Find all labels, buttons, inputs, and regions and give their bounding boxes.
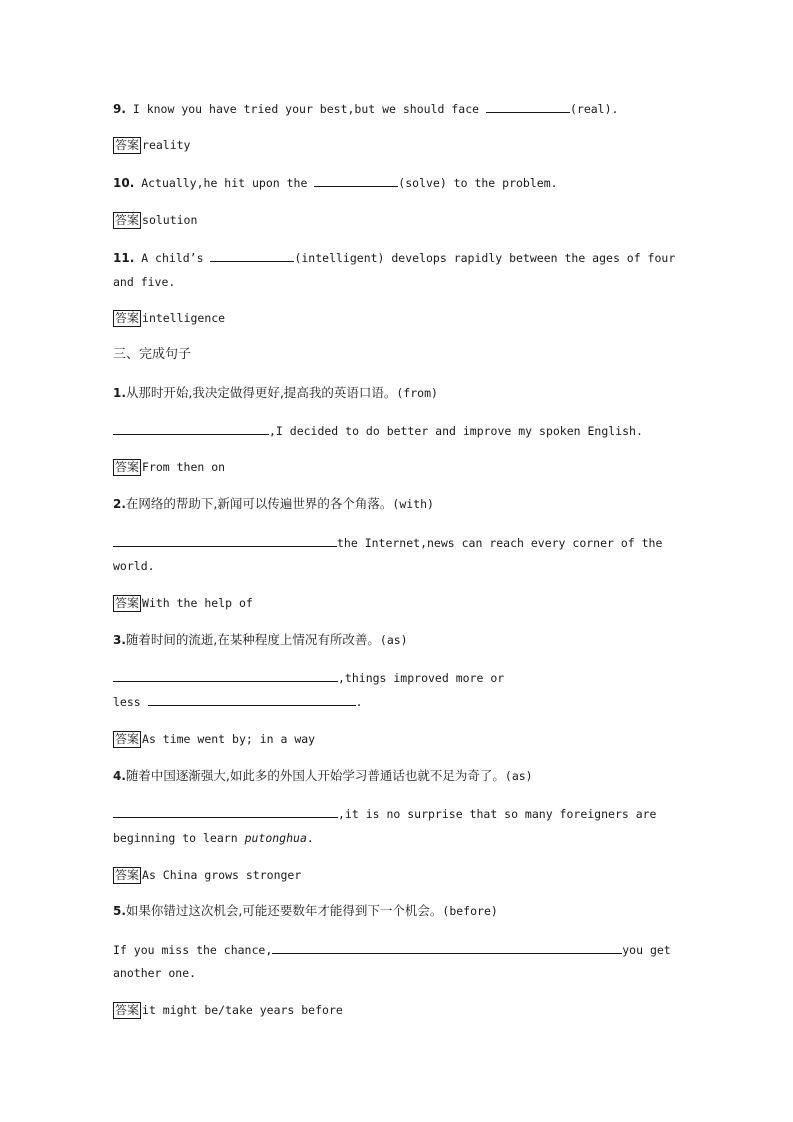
question-prompt: 随着中国逐渐强大,如此多的外国人开始学习普通话也就不足为奇了。 <box>125 768 505 783</box>
sentence-text: less <box>113 695 148 709</box>
answer-blank[interactable] <box>314 176 398 187</box>
answer-text: From then on <box>142 460 226 474</box>
question-11-line2: and five. <box>113 275 176 289</box>
question-hint: (as) <box>504 769 533 783</box>
sentence-text: ,things improved more or <box>338 671 505 685</box>
sentence-4-line2 <box>113 830 314 846</box>
sentence-text: If you miss the chance, <box>113 943 273 957</box>
answer-s5 <box>113 1002 343 1019</box>
sentence-5 <box>113 903 498 919</box>
answer-s3 <box>113 731 315 748</box>
question-9 <box>113 101 618 117</box>
answer-s1 <box>113 459 225 476</box>
sentence-4 <box>113 768 533 784</box>
sentence-1-line <box>113 423 643 439</box>
sentence-text: the Internet,news can reach every corner of the <box>337 536 663 550</box>
question-prompt: 在网络的帮助下,新闻可以传遍世界的各个角落。 <box>125 496 393 511</box>
answer-blank[interactable] <box>148 695 356 706</box>
sentence-2-line2: world. <box>113 559 155 573</box>
sentence-text: ,I decided to do better and improve my spoken English. <box>269 424 643 438</box>
sentence-3-line2 <box>113 694 363 710</box>
question-text: A child’s <box>141 251 211 265</box>
question-11 <box>113 250 675 266</box>
question-prompt: 从那时开始,我决定做得更好,提高我的英语口语。 <box>125 385 397 400</box>
answer-text: With the help of <box>142 596 253 610</box>
sentence-4-line <box>113 806 657 822</box>
answer-blank[interactable] <box>113 671 338 682</box>
sentence-text: ,it is no surprise that so many foreigners are <box>338 807 657 821</box>
answer-tag: 答案 <box>115 596 140 610</box>
answer-tag: 答案 <box>115 460 140 474</box>
question-hint: (as) <box>379 633 408 647</box>
question-hint: (before) <box>442 904 498 918</box>
question-10 <box>113 175 558 191</box>
sentence-5-line <box>113 942 671 958</box>
answer-blank[interactable] <box>210 251 294 262</box>
answer-blank[interactable] <box>113 807 338 818</box>
question-number: 10. <box>113 176 135 190</box>
answer-tag: 答案 <box>115 868 140 882</box>
answer-tag: 答案 <box>115 138 140 152</box>
question-prompt: 随着时间的流逝,在某种程度上情况有所改善。 <box>125 632 380 647</box>
answer-9 <box>113 137 190 154</box>
answer-tag: 答案 <box>115 732 140 746</box>
answer-text: reality <box>142 138 191 152</box>
answer-s2 <box>113 595 253 612</box>
question-hint: (with) <box>392 497 434 511</box>
sentence-text-italic: putonghua <box>244 831 307 845</box>
answer-text: it might be/take years before <box>142 1003 343 1017</box>
sentence-2 <box>113 496 434 512</box>
sentence-text: you get <box>622 943 671 957</box>
answer-text: intelligence <box>142 311 226 325</box>
question-text: Actually,he hit upon the <box>141 176 315 190</box>
question-number: 9. <box>113 102 126 116</box>
section-title: 三、完成句子 <box>113 347 192 362</box>
answer-text: As China grows stronger <box>142 868 302 882</box>
answer-s4 <box>113 867 301 884</box>
question-prompt: 如果你错过这次机会,可能还要数年才能得到下一个机会。 <box>125 903 443 918</box>
question-number: 3. <box>113 633 126 647</box>
answer-blank[interactable] <box>486 102 570 113</box>
sentence-5-line2: another one. <box>113 966 197 980</box>
question-number: 4. <box>113 769 126 783</box>
question-number: 1. <box>113 386 126 400</box>
sentence-text: beginning to learn <box>113 831 245 845</box>
sentence-2-line <box>113 535 662 551</box>
sentence-text: . <box>355 695 363 709</box>
sentence-text: . <box>306 831 314 845</box>
sentence-1 <box>113 385 438 401</box>
answer-blank[interactable] <box>113 424 269 435</box>
question-hint: (from) <box>396 386 438 400</box>
answer-blank[interactable] <box>272 943 622 954</box>
answer-tag: 答案 <box>115 213 140 227</box>
sentence-3-line <box>113 670 504 686</box>
answer-11 <box>113 310 225 327</box>
answer-text: solution <box>142 213 198 227</box>
answer-tag: 答案 <box>115 311 140 325</box>
question-hint: (intelligent) develops rapidly between the ages of four <box>294 251 676 265</box>
question-number: 2. <box>113 497 126 511</box>
question-hint: (real). <box>569 102 619 116</box>
sentence-3 <box>113 632 408 648</box>
answer-blank[interactable] <box>113 536 337 547</box>
question-number: 5. <box>113 904 126 918</box>
question-text: I know you have tried your best,but we should face <box>132 102 486 116</box>
question-hint: (solve) to the problem. <box>398 176 558 190</box>
answer-tag: 答案 <box>115 1003 140 1017</box>
answer-10 <box>113 212 197 229</box>
answer-text: As time went by; in a way <box>142 732 316 746</box>
question-number: 11. <box>113 251 135 265</box>
